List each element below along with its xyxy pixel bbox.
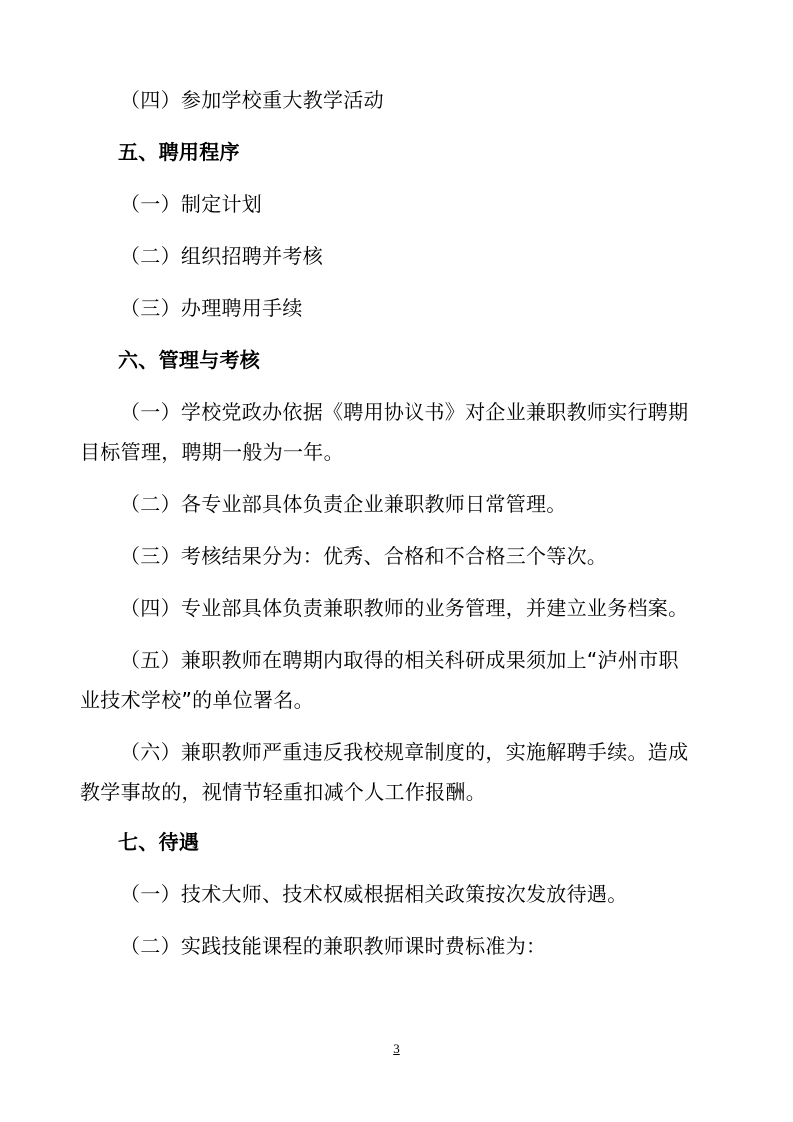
paragraph-item-4-activities: （四）参加学校重大教学活动 bbox=[120, 88, 384, 112]
paragraph-item: （一）制定计划 bbox=[120, 192, 263, 216]
section-heading-6: 六、管理与考核 bbox=[118, 348, 261, 372]
paragraph-line: 业技术学校”的单位署名。 bbox=[80, 688, 314, 712]
page-number: 3 bbox=[393, 1041, 400, 1056]
paragraph-line: （一）学校党政办依据《聘用协议书》对企业兼职教师实行聘期 bbox=[120, 400, 689, 424]
paragraph-item: （三）考核结果分为：优秀、合格和不合格三个等次。 bbox=[120, 544, 608, 568]
section-heading-7: 七、待遇 bbox=[118, 830, 200, 854]
section-heading-5: 五、聘用程序 bbox=[118, 140, 240, 164]
paragraph-item: （二）组织招聘并考核 bbox=[120, 244, 323, 268]
paragraph-item: （四）专业部具体负责兼职教师的业务管理，并建立业务档案。 bbox=[120, 596, 689, 620]
paragraph-item: （二）实践技能课程的兼职教师课时费标准为： bbox=[120, 934, 547, 958]
paragraph-line: 目标管理，聘期一般为一年。 bbox=[80, 440, 344, 464]
paragraph-line: （六）兼职教师严重违反我校规章制度的，实施解聘手续。造成 bbox=[120, 740, 689, 764]
paragraph-line: 教学事故的，视情节轻重扣减个人工作报酬。 bbox=[80, 780, 486, 804]
paragraph-item: （一）技术大师、技术权威根据相关政策按次发放待遇。 bbox=[120, 882, 628, 906]
paragraph-item: （二）各专业部具体负责企业兼职教师日常管理。 bbox=[120, 492, 567, 516]
paragraph-item: （三）办理聘用手续 bbox=[120, 296, 303, 320]
paragraph-line: （五）兼职教师在聘期内取得的相关科研成果须加上“泸州市职 bbox=[120, 648, 679, 672]
